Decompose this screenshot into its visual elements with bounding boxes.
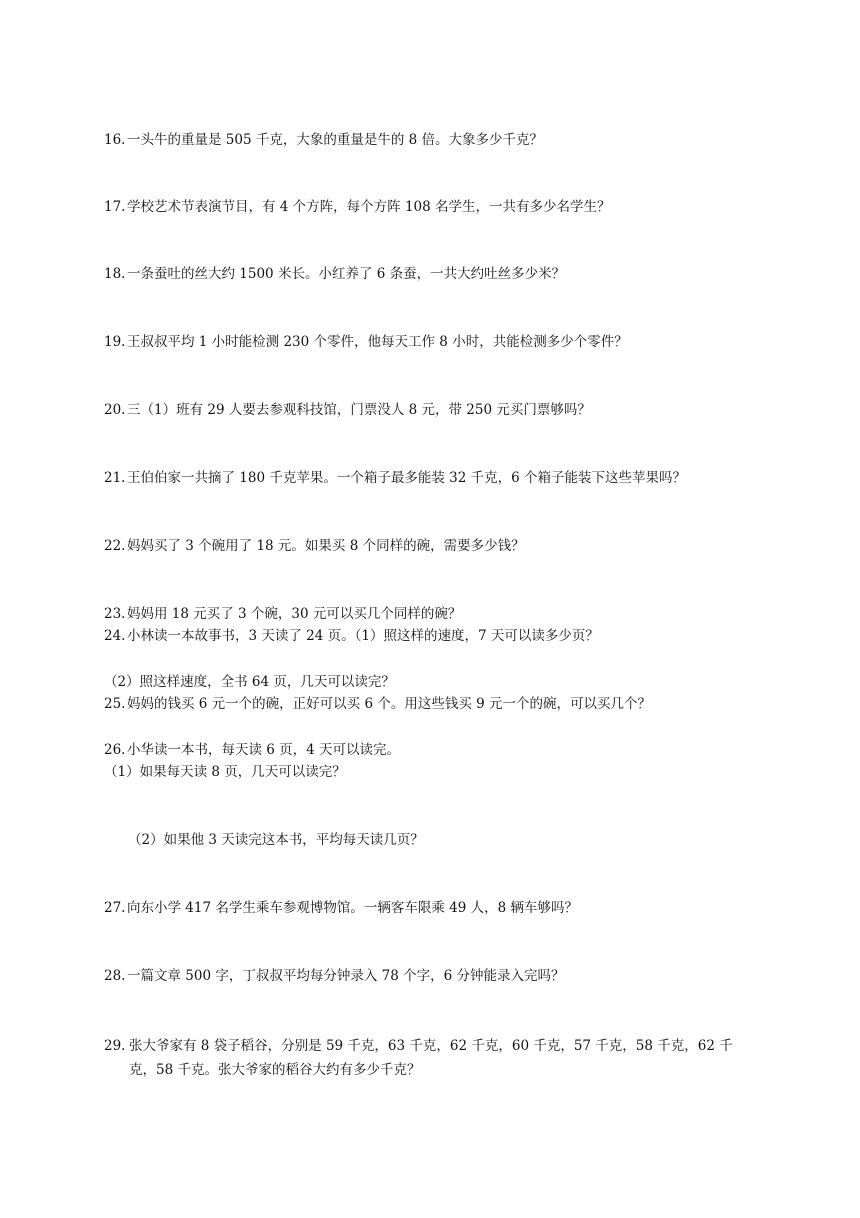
question-28 xyxy=(104,966,565,986)
question-number: 26. xyxy=(104,742,126,758)
question-number: 16. xyxy=(104,132,126,148)
question-26-part-1 xyxy=(104,762,346,782)
question-24 xyxy=(104,626,599,646)
question-text: 一头牛的重量是 505 千克，大象的重量是牛的 8 倍。大象多少千克？ xyxy=(127,132,544,148)
question-text: 向东小学 417 名学生乘车参观博物馆。一辆客车限乘 49 人，8 辆车够吗？ xyxy=(127,900,578,916)
question-text: （2）如果他 3 天读完这本书，平均每天读几页？ xyxy=(128,832,424,848)
question-text: （1）如果每天读 8 页，几天可以读完？ xyxy=(104,764,346,780)
question-18 xyxy=(104,264,565,284)
question-number: 25. xyxy=(104,696,126,712)
question-text: 一篇文章 500 字，丁叔叔平均每分钟录入 78 个字，6 分钟能录入完吗？ xyxy=(127,968,565,984)
question-number: 18. xyxy=(104,266,126,282)
question-text: 克，58 千克。张大爷家的稻谷大约有多少千克？ xyxy=(129,1062,421,1078)
question-text: 学校艺术节表演节目，有 4 个方阵，每个方阵 108 名学生，一共有多少名学生？ xyxy=(127,199,611,215)
question-text: 小林读一本故事书，3 天读了 24 页。（1）照这样的速度，7 天可以读多少页？ xyxy=(127,628,599,644)
question-number: 21. xyxy=(104,470,126,486)
question-text: 妈妈买了 3 个碗用了 18 元。如果买 8 个同样的碗，需要多少钱？ xyxy=(127,538,525,554)
question-number: 19. xyxy=(104,334,126,350)
question-number: 23. xyxy=(104,606,126,622)
question-26-part-2 xyxy=(128,830,424,850)
question-17 xyxy=(104,197,611,217)
question-text: 妈妈的钱买 6 元一个的碗，正好可以买 6 个。用这些钱买 9 元一个的碗，可以买几个？ xyxy=(127,696,652,712)
question-text: （2）照这样速度，全书 64 页，几天可以读完？ xyxy=(104,674,395,690)
question-text: 一条蚕吐的丝大约 1500 米长。小红养了 6 条蚕，一共大约吐丝多少米？ xyxy=(127,266,566,282)
question-text: 小华读一本书，每天读 6 页，4 天可以读完。 xyxy=(127,742,401,758)
question-22 xyxy=(104,536,525,556)
question-29-line-2 xyxy=(104,1058,784,1082)
question-23 xyxy=(104,604,461,624)
question-number: 20. xyxy=(104,402,126,418)
question-27 xyxy=(104,898,578,918)
question-26 xyxy=(104,740,400,760)
question-number: 27. xyxy=(104,900,126,916)
question-text: 三（1）班有 29 人要去参观科技馆，门票没人 8 元，带 250 元买门票够吗？ xyxy=(127,402,591,418)
question-number: 24. xyxy=(104,628,126,644)
question-number: 29. xyxy=(104,1038,126,1054)
question-20 xyxy=(104,400,591,420)
question-25 xyxy=(104,694,651,714)
question-24-part-2 xyxy=(104,672,395,692)
question-16 xyxy=(104,130,543,150)
question-text: 王伯伯家一共摘了 180 千克苹果。一个箱子最多能装 32 千克，6 个箱子能装下这些苹果吗？ xyxy=(127,470,686,486)
question-29 xyxy=(104,1034,784,1082)
question-text: 妈妈用 18 元买了 3 个碗，30 元可以买几个同样的碗？ xyxy=(127,606,462,622)
question-text: 张大爷家有 8 袋子稻谷，分别是 59 千克，63 千克，62 千克，60 千克，57 千克，58 千克，62 千 xyxy=(129,1038,733,1054)
question-21 xyxy=(104,468,686,488)
question-number: 22. xyxy=(104,538,126,554)
question-19 xyxy=(104,332,628,352)
question-text: 王叔叔平均 1 小时能检测 230 个零件，他每天工作 8 小时，共能检测多少个零件？ xyxy=(127,334,628,350)
question-number: 17. xyxy=(104,199,126,215)
question-29-line-1 xyxy=(104,1034,784,1058)
question-number: 28. xyxy=(104,968,126,984)
